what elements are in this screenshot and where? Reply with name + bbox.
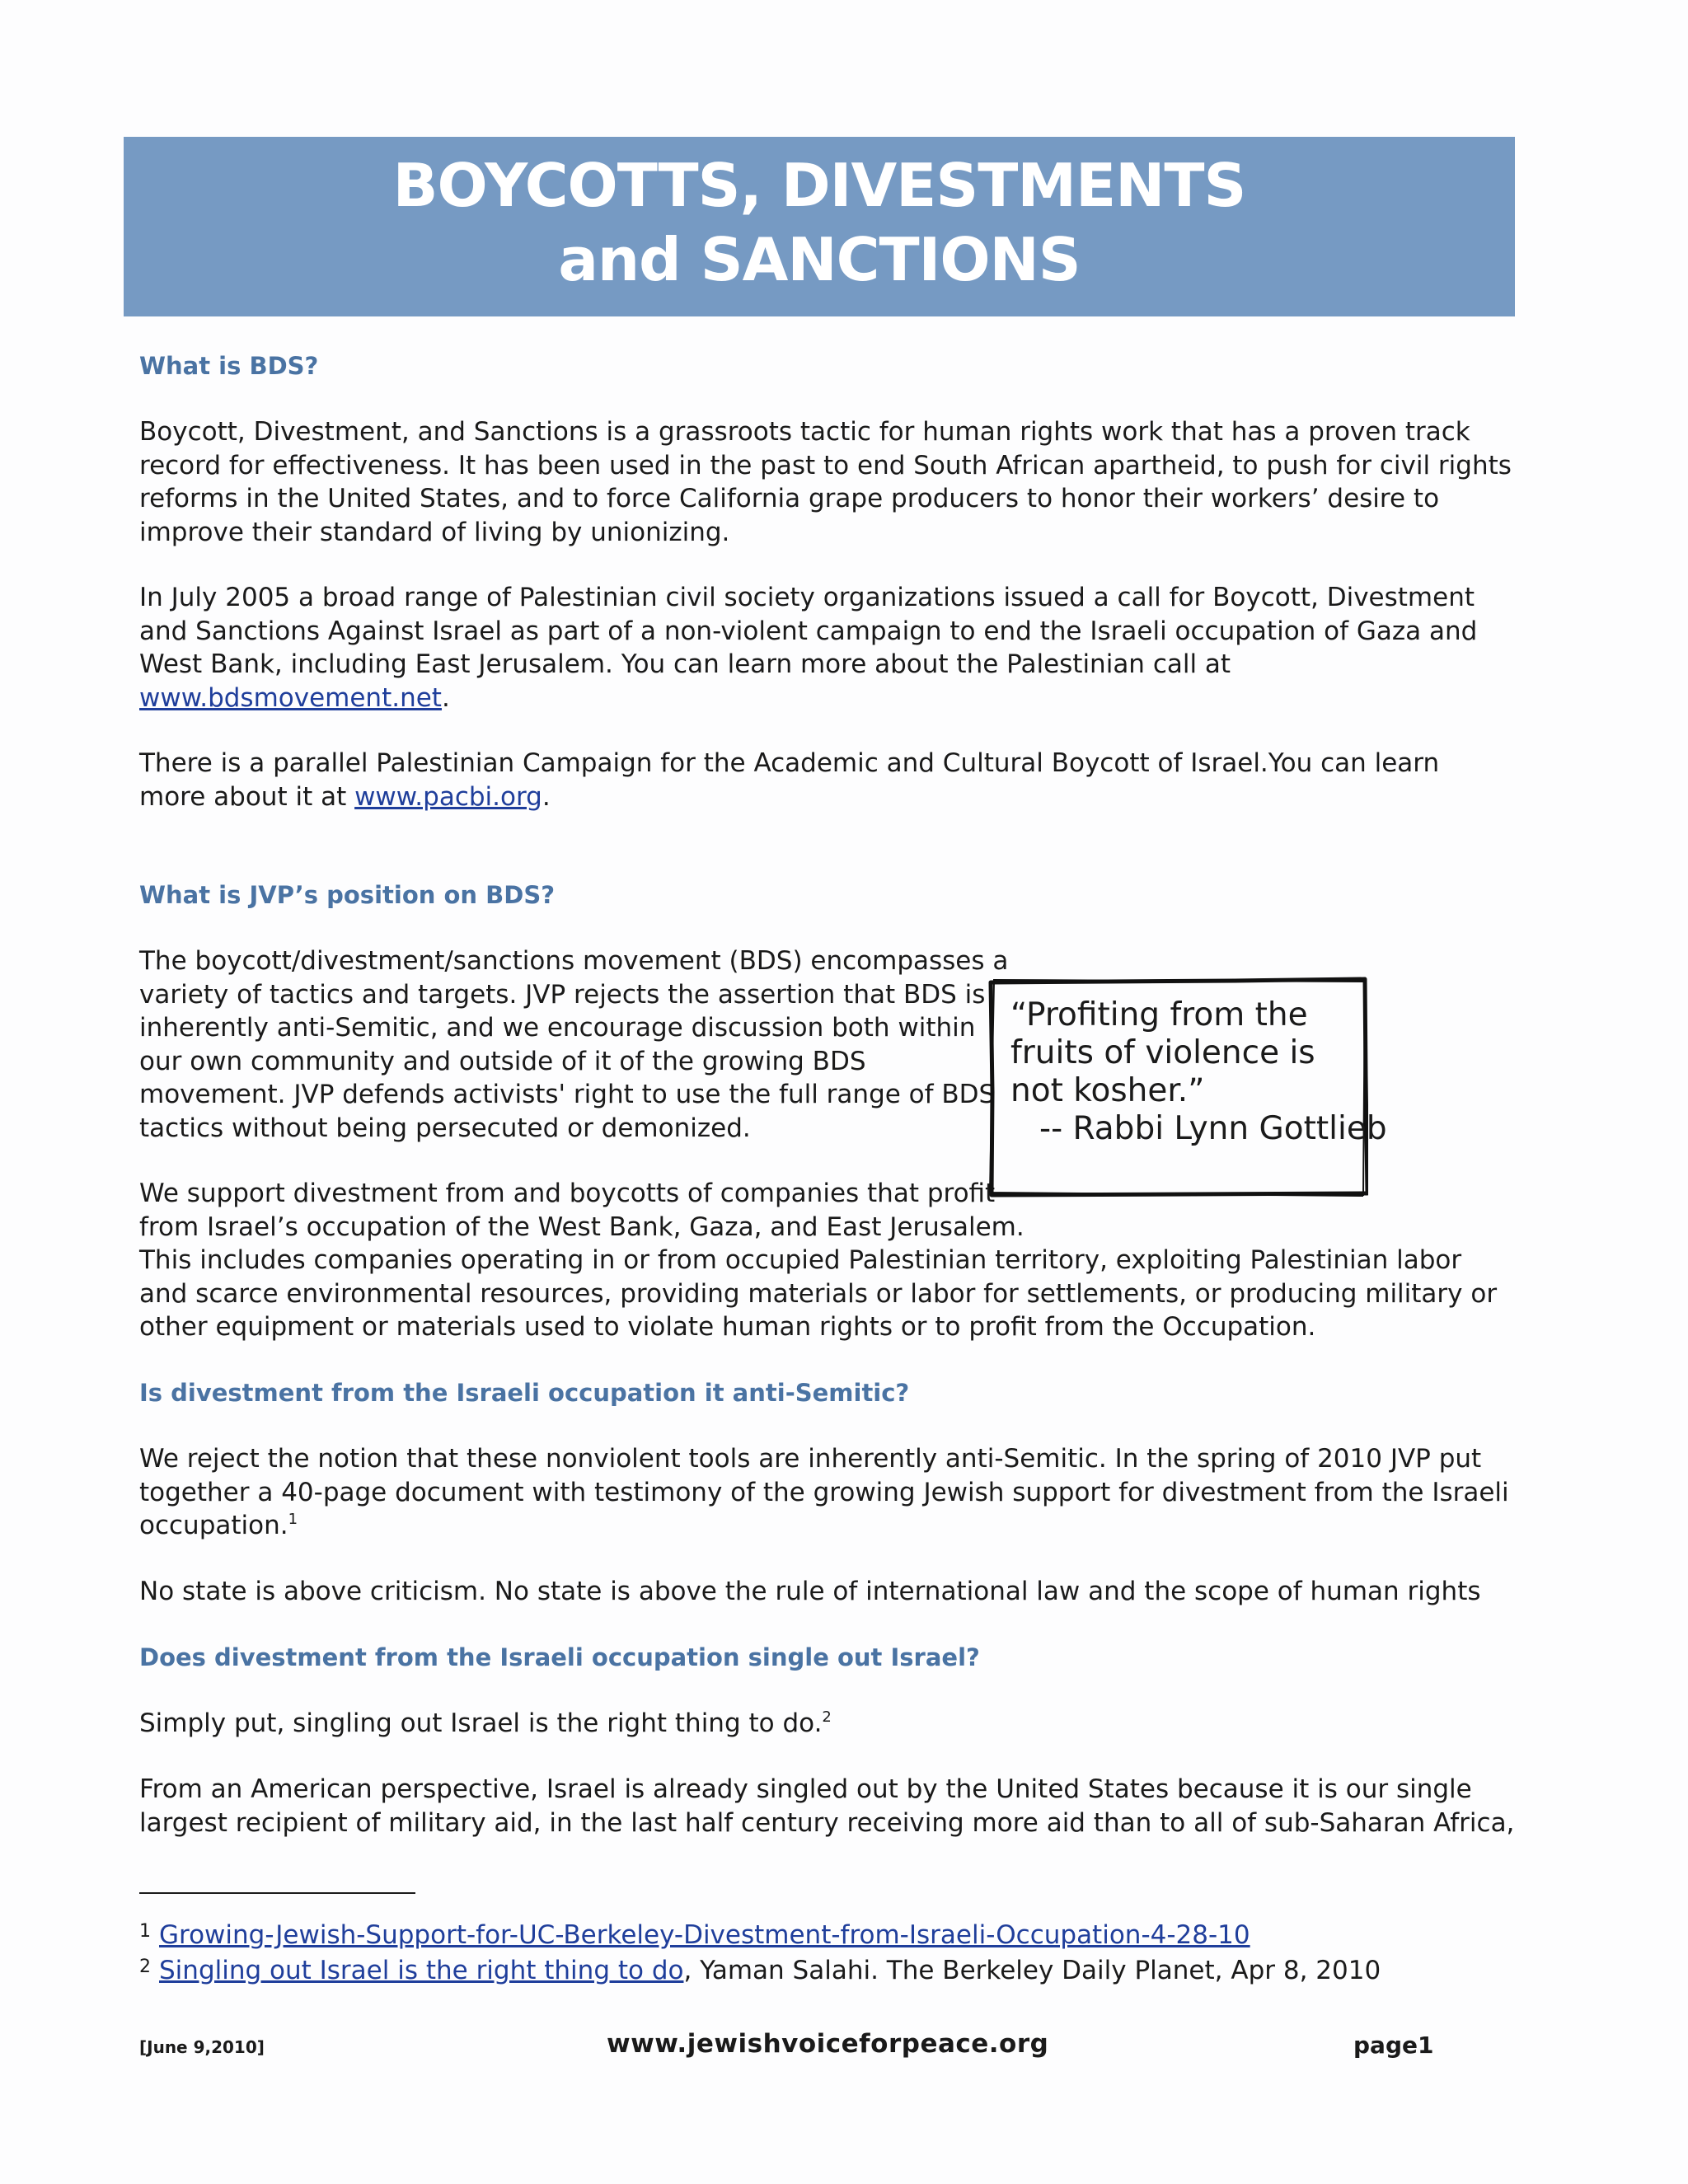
text-line: variety of tactics and targets. JVP rejects the assertion that BDS is xyxy=(139,979,986,1010)
text-line: We support divestment from and boycotts of companies that profit xyxy=(139,1179,996,1208)
footnote-number: 1 xyxy=(139,1921,151,1942)
text-line: reforms in the United States, and to force California grape producers to honor their workers’ desire to xyxy=(139,484,1440,513)
text-line: inherently anti-Semitic, and we encourage discussion both within xyxy=(139,1013,976,1043)
text-line: From an American perspective, Israel is already singled out by the United States because it is our single xyxy=(139,1774,1472,1804)
paragraph-jvp-position xyxy=(139,944,1008,1145)
text-line: largest recipient of military aid, in the last half century receiving more aid than to all of sub-Saharan Africa, xyxy=(139,1807,1515,1838)
text-line: This includes companies operating in or from occupied Palestinian territory, exploiting Palestinian labor xyxy=(139,1245,1462,1275)
text-line: our own community and outside of it of the growing BDS xyxy=(139,1046,866,1076)
text-line: from Israel’s occupation of the West Bank, Gaza, and East Jerusalem. xyxy=(139,1212,1025,1242)
footnote-citation: , Yaman Salahi. The Berkeley Daily Planet, Apr 8, 2010 xyxy=(683,1956,1381,1985)
text-line: record for effectiveness. It has been used in the past to end South African apartheid, to push for civil rights xyxy=(139,450,1512,480)
punctuation: . xyxy=(542,781,551,812)
text-line: In July 2005 a broad range of Palestinian civil society organizations issued a call for Boycott, Divestment xyxy=(139,583,1475,612)
paragraph-american-perspective xyxy=(139,1773,1514,1840)
heading-anti-semitic: Is divestment from the Israeli occupation it anti-Semitic? xyxy=(139,1379,910,1407)
footnote-ref-2[interactable]: 2 xyxy=(822,1708,832,1726)
quote-attribution: -- Rabbi Lynn Gottlieb xyxy=(1039,1110,1387,1147)
text-line: and Sanctions Against Israel as part of a non-violent campaign to end the Israeli occupation of Gaza and xyxy=(139,616,1478,646)
title-line-1: BOYCOTTS, DIVESTMENTS xyxy=(392,151,1246,220)
footnote-1 xyxy=(139,1915,1250,1952)
pull-quote xyxy=(987,977,1387,1199)
quote-line: “Profiting from the xyxy=(1010,996,1308,1033)
paragraph-reject-notion xyxy=(139,1442,1509,1543)
footer-date: [June 9,2010] xyxy=(139,2037,265,2057)
footnote-2 xyxy=(139,1951,1381,1987)
quote-line: fruits of violence is xyxy=(1010,1034,1315,1071)
paragraph-pacbi xyxy=(139,747,1439,813)
text-fragment: more about it at xyxy=(139,781,355,812)
paragraph-bds-intro xyxy=(139,415,1512,549)
quote-text xyxy=(1010,996,1387,1148)
footnote-ref-1[interactable]: 1 xyxy=(288,1511,298,1528)
footnote-divider xyxy=(139,1892,415,1894)
text-line: other equipment or materials used to violate human rights or to profit from the Occupation. xyxy=(139,1312,1316,1342)
text-line: and scarce environmental resources, providing materials or labor for settlements, or producing military or xyxy=(139,1278,1498,1309)
text-line: No state is above criticism. No state is above the rule of international law and the scope of human rights xyxy=(139,1577,1481,1606)
text-fragment: Simply put, singling out Israel is the right thing to do. xyxy=(139,1708,823,1738)
text-line xyxy=(139,780,1439,814)
text-line: West Bank, including East Jerusalem. You can learn more about the Palestinian call at xyxy=(139,649,1231,679)
text-line xyxy=(139,1509,1509,1543)
footnote-number: 2 xyxy=(139,1957,151,1977)
text-line: improve their standard of living by unionizing. xyxy=(139,517,730,547)
text-line: together a 40-page document with testimony of the growing Jewish support for divestment from the Israeli xyxy=(139,1477,1509,1507)
text-line: movement. JVP defends activists' right to use the full range of BDS xyxy=(139,1080,996,1109)
bdsmovement-link[interactable]: www.bdsmovement.net xyxy=(139,682,442,713)
text-line: The boycott/divestment/sanctions movement (BDS) encompasses a xyxy=(139,946,1009,976)
heading-what-is-bds: What is BDS? xyxy=(139,352,319,380)
text-line xyxy=(139,1707,832,1741)
text-line: Boycott, Divestment, and Sanctions is a grassroots tactic for human rights work that has a proven track xyxy=(139,417,1470,447)
text-fragment: occupation. xyxy=(139,1511,288,1540)
footnote-2-link[interactable]: Singling out Israel is the right thing to do xyxy=(159,1956,684,1985)
text-line xyxy=(139,682,1477,715)
text-line: There is a parallel Palestinian Campaign for the Academic and Cultural Boycott of Israel.You can learn xyxy=(139,748,1440,778)
title-line-2: and SANCTIONS xyxy=(558,225,1081,294)
text-line: tactics without being persecuted or demonized. xyxy=(139,1113,751,1143)
paragraph-no-state xyxy=(139,1575,1481,1609)
heading-jvp-position: What is JVP’s position on BDS? xyxy=(139,881,556,909)
pacbi-link[interactable]: www.pacbi.org xyxy=(354,781,542,812)
title-banner xyxy=(124,137,1515,316)
punctuation: . xyxy=(441,682,450,713)
paragraph-jvp-support xyxy=(139,1177,1497,1344)
footnote-1-link[interactable]: Growing-Jewish-Support-for-UC-Berkeley-Divestment-from-Israeli-Occupation-4-28-10 xyxy=(159,1920,1250,1950)
paragraph-bds-call xyxy=(139,581,1477,715)
paragraph-simply-put xyxy=(139,1707,832,1741)
page-number: page1 xyxy=(1353,2032,1434,2059)
text-line: We reject the notion that these nonviolent tools are inherently anti-Semitic. In the spring of 2010 JVP put xyxy=(139,1444,1482,1474)
heading-single-out: Does divestment from the Israeli occupation single out Israel? xyxy=(139,1643,980,1671)
footer-url[interactable]: www.jewishvoiceforpeace.org xyxy=(607,2029,1049,2059)
quote-line: not kosher.” xyxy=(1010,1072,1205,1109)
